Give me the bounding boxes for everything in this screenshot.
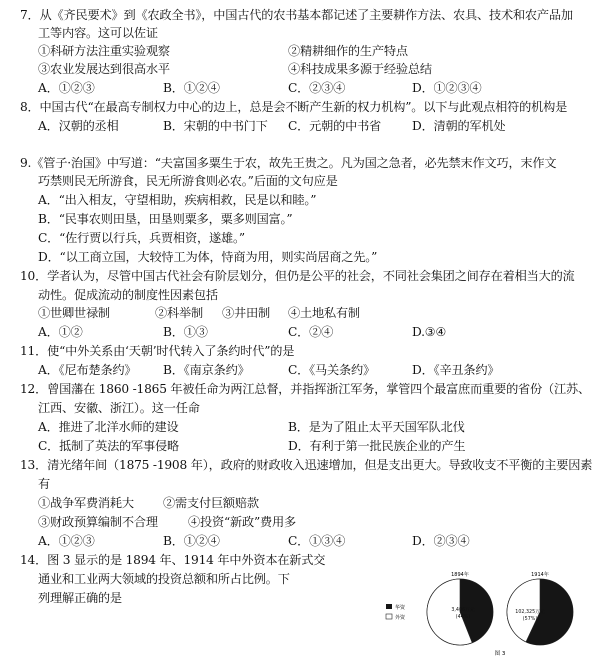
q11-option-b[interactable]: B．《南京条约》 — [163, 363, 250, 377]
q13-statement-2: ②需支付巨额赔款 — [163, 496, 259, 510]
q10-option-a[interactable]: A．①② — [38, 325, 83, 339]
pie-1894-amount-label: 3,406万元 — [451, 608, 475, 613]
q10-statement-1: ①世卿世禄制 — [38, 306, 110, 320]
q10-statement-2: ②科举制 — [155, 306, 203, 320]
q7-option-d[interactable]: D．①②③④ — [412, 81, 482, 95]
q7-statement-3: ③农业发展达到很高水平 — [38, 62, 170, 76]
pie-1914-amount-label: 102,325万元 — [515, 610, 545, 615]
q11-stem: 11．使“中外关系由‘天朝’时代转入了条约时代”的是 — [20, 344, 295, 358]
q12-option-a[interactable]: A．推进了北洋水师的建设 — [38, 420, 179, 434]
q9-option-b[interactable]: B．“民事农则田垦，田垦则粟多，粟多则国富。” — [38, 212, 293, 226]
pie-1914-year: 1914年 — [531, 572, 549, 578]
q7-statement-4: ④科技成果多源于经验总结 — [288, 62, 432, 76]
q12-stem-line1: 12．曾国藩在 1860 -1865 年被任命为两江总督，并指挥浙江军务，掌管四个最富庶而重要的省份（江苏、 — [20, 382, 590, 396]
q8-option-d[interactable]: D．清朝的军机处 — [412, 119, 506, 133]
legend-label-huazi: 华资 — [395, 605, 406, 611]
q7-statement-1: ①科研方法注重实验观察 — [38, 44, 170, 58]
q10-statement-4: ④土地私有制 — [288, 306, 360, 320]
q7-option-c[interactable]: C．②③④ — [288, 81, 346, 95]
q7-statement-2: ②精耕细作的生产特点 — [288, 44, 408, 58]
pie-1894-pct-label: (44%) — [455, 615, 471, 620]
q11-option-c[interactable]: C．《马关条约》 — [288, 363, 375, 377]
q12-option-c[interactable]: C．抵制了英法的军事侵略 — [38, 439, 179, 453]
q10-option-d[interactable]: D.③④ — [412, 325, 447, 339]
q13-stem-line1: 13．清光绪年间（1875 -1908 年），政府的财政收入迅速增加，但是支出更大。导致收支不平衡的主要因素 — [20, 458, 593, 472]
q8-option-a[interactable]: A．汉朝的丞相 — [38, 119, 119, 133]
q7-option-a[interactable]: A．①②③ — [38, 81, 95, 95]
figure-3 — [380, 562, 585, 658]
legend-swatch-waizi — [386, 614, 392, 619]
q10-statement-3: ③井田制 — [222, 306, 270, 320]
q13-statement-4: ④投资“新政”费用多 — [188, 515, 296, 529]
q13-statement-1: ①战争军费消耗大 — [38, 496, 134, 510]
q7-stem-line2: 工等内容。这可以佐证 — [38, 26, 158, 40]
q12-option-b[interactable]: B．是为了阻止太平天国军队北伐 — [288, 420, 465, 434]
q13-option-b[interactable]: B．①②④ — [163, 534, 220, 548]
q11-option-a[interactable]: A．《尼布楚条约》 — [38, 363, 137, 377]
q9-option-d[interactable]: D．“以工商立国，大较恃工为体，恃商为用，则实尚居商之先。” — [38, 250, 378, 264]
q13-option-c[interactable]: C．①③④ — [288, 534, 346, 548]
q8-stem: 8．中国古代“在最高专制权力中心的边上，总是会不断产生新的权力机构”。以下与此观点相符的机构是 — [20, 100, 568, 114]
q11-option-d[interactable]: D．《辛丑条约》 — [412, 363, 500, 377]
q12-option-d[interactable]: D．有利于第一批民族企业的产生 — [288, 439, 466, 453]
q9-option-c[interactable]: C．“佐行贾以行兵，兵贾相资，遂雄。” — [38, 231, 245, 245]
q7-option-b[interactable]: B．①②④ — [163, 81, 220, 95]
pie-1914-pct-label: (57%) — [522, 617, 538, 622]
figure-caption: 图 3 — [494, 651, 506, 657]
q10-stem-line1: 10．学者认为，尽管中国古代社会有阶层划分，但仍是公平的社会，不同社会集团之间存在着相当大的流 — [20, 269, 575, 283]
q13-option-d[interactable]: D．②③④ — [412, 534, 470, 548]
q13-option-a[interactable]: A．①②③ — [38, 534, 95, 548]
q14-stem-line3: 列理解正确的是 — [38, 591, 122, 605]
q9-stem-line1: 9.《管子·治国》中写道：“夫富国多粟生于农，故先王贵之。凡为国之急者，必先禁末作文巧，末作文 — [20, 156, 557, 170]
q9-option-a[interactable]: A．“出入相友，守望相助，疾病相救，民是以和睦。” — [38, 193, 317, 207]
q8-option-c[interactable]: C．元朝的中书省 — [288, 119, 382, 133]
q14-stem-line1: 14．图 3 显示的是 1894 年、1914 年中外资本在新式交 — [20, 553, 326, 567]
legend-swatch-huazi — [386, 604, 392, 609]
q9-stem-line2: 巧禁则民无所游食，民无所游食则必农。”后面的文句应是 — [38, 174, 338, 188]
q13-stem-line2: 有 — [38, 477, 50, 491]
q10-option-c[interactable]: C．②④ — [288, 325, 334, 339]
q8-option-b[interactable]: B．宋朝的中书门下 — [163, 119, 268, 133]
q14-stem-line2: 通业和工业两大领域的投资总额和所占比例。下 — [38, 572, 290, 586]
pie-1894-year: 1894年 — [451, 572, 469, 578]
q10-option-b[interactable]: B．①③ — [163, 325, 208, 339]
q12-stem-line2: 江西、安徽、浙江）。这一任命 — [38, 401, 200, 415]
q7-stem-line1: 7．从《齐民要术》到《农政全书》，中国古代的农书基本都记述了主要耕作方法、农具、技术和农产品加 — [20, 8, 573, 22]
q10-stem-line2: 动性。促成流动的制度性因素包括 — [38, 288, 218, 302]
q13-statement-3: ③财政预算编制不合理 — [38, 515, 158, 529]
legend-label-waizi: 外资 — [395, 615, 406, 621]
